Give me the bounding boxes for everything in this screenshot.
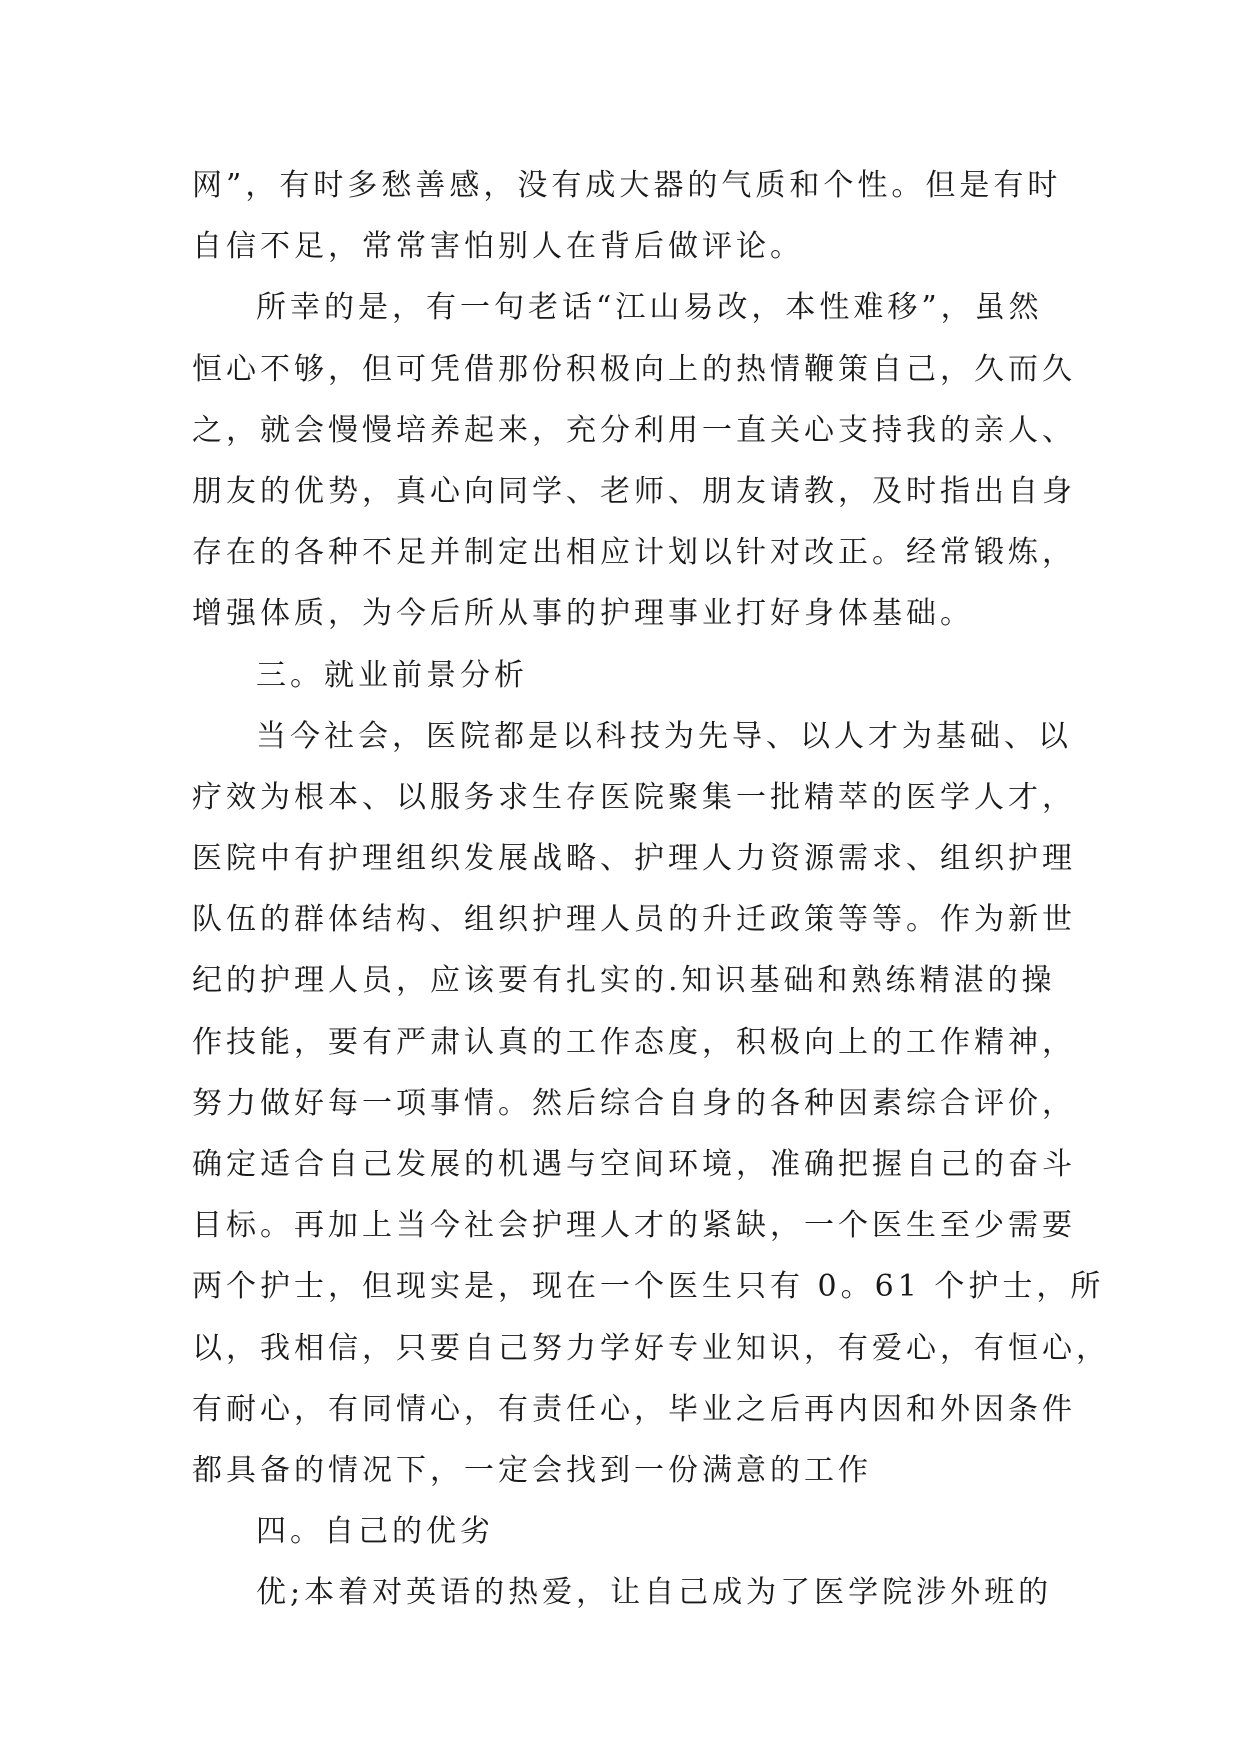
text-line: 有耐心，有同情心，有责任心，毕业之后再内因和外因条件 xyxy=(192,1391,1076,1427)
text-line: 医院中有护理组织发展战略、护理人力资源需求、组织护理 xyxy=(192,841,1076,877)
text-line: 努力做好每一项事情。然后综合自身的各种因素综合评价， xyxy=(192,1085,1076,1121)
document-page xyxy=(192,155,1110,1624)
section-heading: 四。自己的优劣 xyxy=(256,1514,494,1550)
text-line: 增强体质，为今后所从事的护理事业打好身体基础。 xyxy=(192,596,974,632)
text-line: 两个护士，但现实是，现在一个医生只有 0。61 个护士，所 xyxy=(192,1269,1105,1305)
text-line: 疗效为根本、以服务求生存医院聚集一批精萃的医学人才， xyxy=(192,779,1076,815)
text-line: 作技能，要有严肃认真的工作态度，积极向上的工作精神， xyxy=(192,1024,1076,1060)
paragraph-start: 当今社会，医院都是以科技为先导、以人才为基础、以 xyxy=(256,718,1072,754)
paragraph-start: 所幸的是，有一句老话“江山易改，本性难移”，虽然 xyxy=(256,290,1043,326)
text-line: 朋友的优势，真心向同学、老师、朋友请教，及时指出自身 xyxy=(192,473,1076,509)
section-heading: 三。就业前景分析 xyxy=(256,657,528,693)
text-line: 自信不足，常常害怕别人在背后做评论。 xyxy=(192,229,804,265)
paragraph-start: 优;本着对英语的热爱，让自己成为了医学院涉外班的 xyxy=(256,1575,1053,1611)
text-line: 以，我相信，只要自己努力学好专业知识，有爱心，有恒心， xyxy=(192,1330,1110,1366)
text-line: 队伍的群体结构、组织护理人员的升迁政策等等。作为新世 xyxy=(192,902,1076,938)
text-line: 都具备的情况下，一定会找到一份满意的工作 xyxy=(192,1452,872,1488)
text-line: 恒心不够，但可凭借那份积极向上的热情鞭策自己，久而久 xyxy=(192,351,1076,387)
text-line: 网”，有时多愁善感，没有成大器的气质和个性。但是有时 xyxy=(192,168,1062,203)
text-line: 之，就会慢慢培养起来，充分利用一直关心支持我的亲人、 xyxy=(192,412,1076,448)
text-line: 目标。再加上当今社会护理人才的紧缺，一个医生至少需要 xyxy=(192,1208,1076,1244)
text-line: 确定适合自己发展的机遇与空间环境，准确把握自己的奋斗 xyxy=(192,1147,1076,1182)
text-line: 存在的各种不足并制定出相应计划以针对改正。经常锻炼， xyxy=(192,535,1076,571)
text-line: 纪的护理人员，应该要有扎实的.知识基础和熟练精湛的操 xyxy=(192,963,1056,999)
